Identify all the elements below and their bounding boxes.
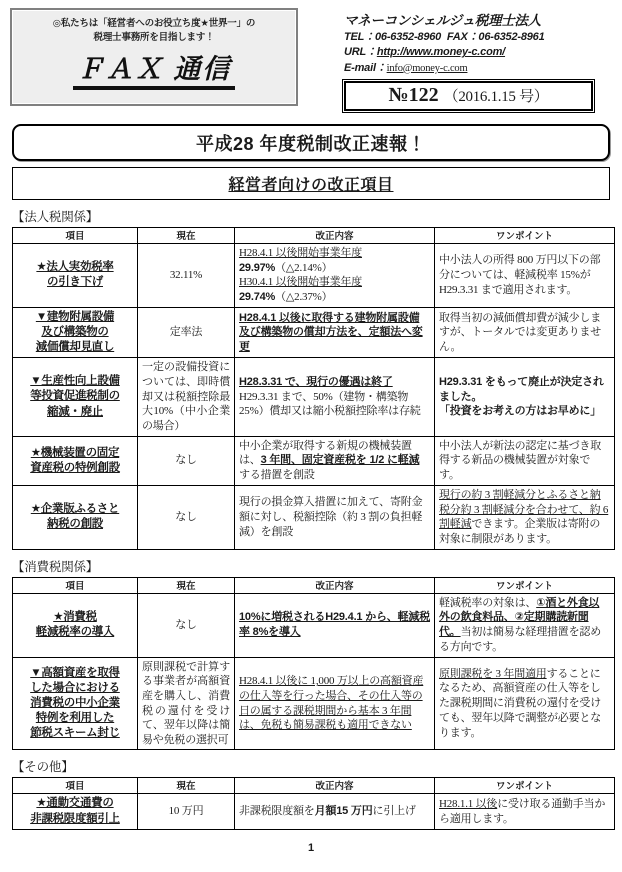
- telephone-line: [344, 30, 612, 46]
- email-value[interactable]: info@money-c.com: [386, 62, 468, 74]
- column-header-0: 項目: [13, 778, 138, 794]
- row-item-name: ★消費税 軽減税率の導入: [13, 593, 138, 657]
- issue-number-box: [344, 81, 593, 111]
- column-header-3: ワンポイント: [435, 228, 615, 244]
- row-change-content: 非課税限度額を月額15 万円に引上げ: [235, 794, 435, 829]
- row-change-content: H28.3.31 で、現行の優遇は終了 H29.3.31 まで、50%（建物・構築物25%）償却又は縮小税額控除率は存続: [235, 358, 435, 436]
- row-change-content: 現行の損金算入措置に加えて、寄附金額に対し、税額控除（約 3 割の負担軽減）を創設: [235, 485, 435, 549]
- url-line: [344, 45, 612, 61]
- row-one-point: H28.1.1 以後に受け取る通勤手当から適用します。: [435, 794, 615, 829]
- row-one-point: 軽減税率の対象は、①酒と外食以外の飲食料品、②定期購読新聞代。当初は簡易な経理措置を認める方向です。: [435, 593, 615, 657]
- row-item-name: ★企業版ふるさと 納税の創設: [13, 485, 138, 549]
- email-line: [344, 61, 612, 77]
- column-header-2: 改正内容: [235, 778, 435, 794]
- row-current-state: 一定の設備投資については、即時償却又は税額控除最大10%（中小企業の場合）: [138, 358, 235, 436]
- table-row: [13, 794, 615, 829]
- section-label: 【法人税関係】: [12, 210, 99, 224]
- row-current-state: なし: [138, 593, 235, 657]
- section-label: 【その他】: [12, 760, 74, 775]
- column-header-1: 現在: [138, 228, 235, 244]
- fax-value: 06-6352-8961: [478, 30, 545, 43]
- table-row: [13, 244, 615, 308]
- row-item-name: ▼生産性向上設備 等投資促進税制の 縮減・廃止: [13, 358, 138, 436]
- main-title-text: 平成28 年度税制改正速報！: [195, 133, 427, 154]
- url-value[interactable]: http://www.money-c.com/: [376, 46, 506, 59]
- row-change-content: 中小企業が取得する新規の機械装置は、3 年間、固定資産税を 1/2 に軽減する措置を創設: [235, 436, 435, 485]
- tel-value: 06-6352-8960: [374, 30, 442, 43]
- row-current-state: 定率法: [138, 307, 235, 358]
- revision-table: [12, 227, 615, 550]
- row-item-name: ★法人実効税率 の引き下げ: [13, 244, 138, 308]
- row-one-point: 取得当初の減価償却費が減少しますが、トータルでは変更ありません。: [435, 307, 615, 358]
- row-item-name: ★通勤交通費の 非課税限度額引上: [13, 794, 138, 829]
- column-header-2: 改正内容: [235, 228, 435, 244]
- row-one-point: 現行の約 3 割軽減分とふるさと納税分約 3 割軽減分を合わせて、約 6 割軽減できます。企業版は寄附の対象に制限があります。: [435, 485, 615, 549]
- sections-container: [10, 207, 612, 830]
- document-header: [10, 8, 612, 120]
- table-row: [13, 307, 615, 358]
- url-label: URL：: [344, 46, 377, 59]
- column-header-3: ワンポイント: [435, 778, 615, 794]
- row-item-name: ▼建物附属設備 及び構築物の 減価償却見直し: [13, 307, 138, 358]
- row-current-state: 10 万円: [138, 794, 235, 829]
- main-title-banner: [12, 124, 610, 161]
- page-number: 1: [307, 842, 315, 854]
- revision-table: [12, 777, 615, 829]
- revision-table: [12, 577, 615, 751]
- row-one-point: 中小法人の所得 800 万円以下の部分については、軽減税率 15%がH29.3.31 まで適用されます。: [435, 244, 615, 308]
- row-one-point: H29.3.31 をもって廃止が決定されました。 「投資をお考えの方はお早めに」: [435, 358, 615, 436]
- column-header-1: 現在: [138, 577, 235, 593]
- firm-name: マネーコンシェルジュ税理士法人: [344, 13, 541, 28]
- section-label: 【消費税関係】: [12, 559, 99, 574]
- row-one-point: 原則課税を 3 年間適用することになるため、高額資産の仕入等をした課税期間に消費税の還付を受けても、翌年以降で調整が必要となります。: [435, 657, 615, 750]
- email-label: E-mail：: [344, 61, 387, 74]
- fax-logo-box: [10, 8, 298, 106]
- sub-title-text: 経営者向けの改正項目: [228, 177, 394, 194]
- table-header-row: [13, 778, 615, 794]
- row-current-state: なし: [138, 485, 235, 549]
- row-item-name: ▼高額資産を取得 した場合における 消費税の中小企業 特例を利用した 節税スキーム封じ: [13, 657, 138, 750]
- row-change-content: H28.4.1 以後開始事業年度 29.97%（△2.14%） H30.4.1 以後開始事業年度 29.74%（△2.37%）: [235, 244, 435, 308]
- column-header-3: ワンポイント: [435, 577, 615, 593]
- row-change-content: H28.4.1 以後に 1,000 万以上の高額資産の仕入等を行った場合、その仕入等の日の属する課税期間から基本 3 年間は、免税も簡易課税も適用できない: [235, 657, 435, 750]
- fax-logo-title: ＦＡＸ 通信: [73, 54, 236, 90]
- sub-title-banner: [12, 167, 610, 200]
- table-header-row: [13, 228, 615, 244]
- fax-label: FAX：: [446, 30, 479, 43]
- table-header-row: [13, 577, 615, 593]
- row-current-state: なし: [138, 436, 235, 485]
- row-one-point: 中小法人が新法の認定に基づき取得する新品の機械装置が対象です。: [435, 436, 615, 485]
- issue-number: №122: [388, 84, 439, 107]
- row-current-state: 32.11%: [138, 244, 235, 308]
- table-row: [13, 485, 615, 549]
- row-change-content: 10%に増税されるH29.4.1 から、軽減税率 8%を導入: [235, 593, 435, 657]
- slogan-line-2: 税理士事務所を目指します！: [93, 31, 215, 43]
- row-current-state: 原則課税で計算する事業者が高額資産を購入し、消費税の還付を受けて、翌年以降は簡易や免税の選択可: [138, 657, 235, 750]
- issue-date: （2016.1.15 号）: [443, 89, 549, 106]
- column-header-0: 項目: [13, 577, 138, 593]
- row-item-name: ★機械装置の固定 資産税の特例創設: [13, 436, 138, 485]
- table-row: [13, 593, 615, 657]
- table-row: [13, 657, 615, 750]
- tel-label: TEL：: [344, 30, 375, 43]
- row-change-content: H28.4.1 以後に取得する建物附属設備及び構築物の償却方法を、定額法へ変更: [235, 307, 435, 358]
- table-row: [13, 436, 615, 485]
- column-header-2: 改正内容: [235, 577, 435, 593]
- table-row: [13, 358, 615, 436]
- column-header-0: 項目: [13, 228, 138, 244]
- column-header-1: 現在: [138, 778, 235, 794]
- firm-contact-block: [344, 8, 612, 111]
- slogan-line-1: ◎私たちは「経営者へのお役立ち度★世界一」の: [52, 18, 256, 29]
